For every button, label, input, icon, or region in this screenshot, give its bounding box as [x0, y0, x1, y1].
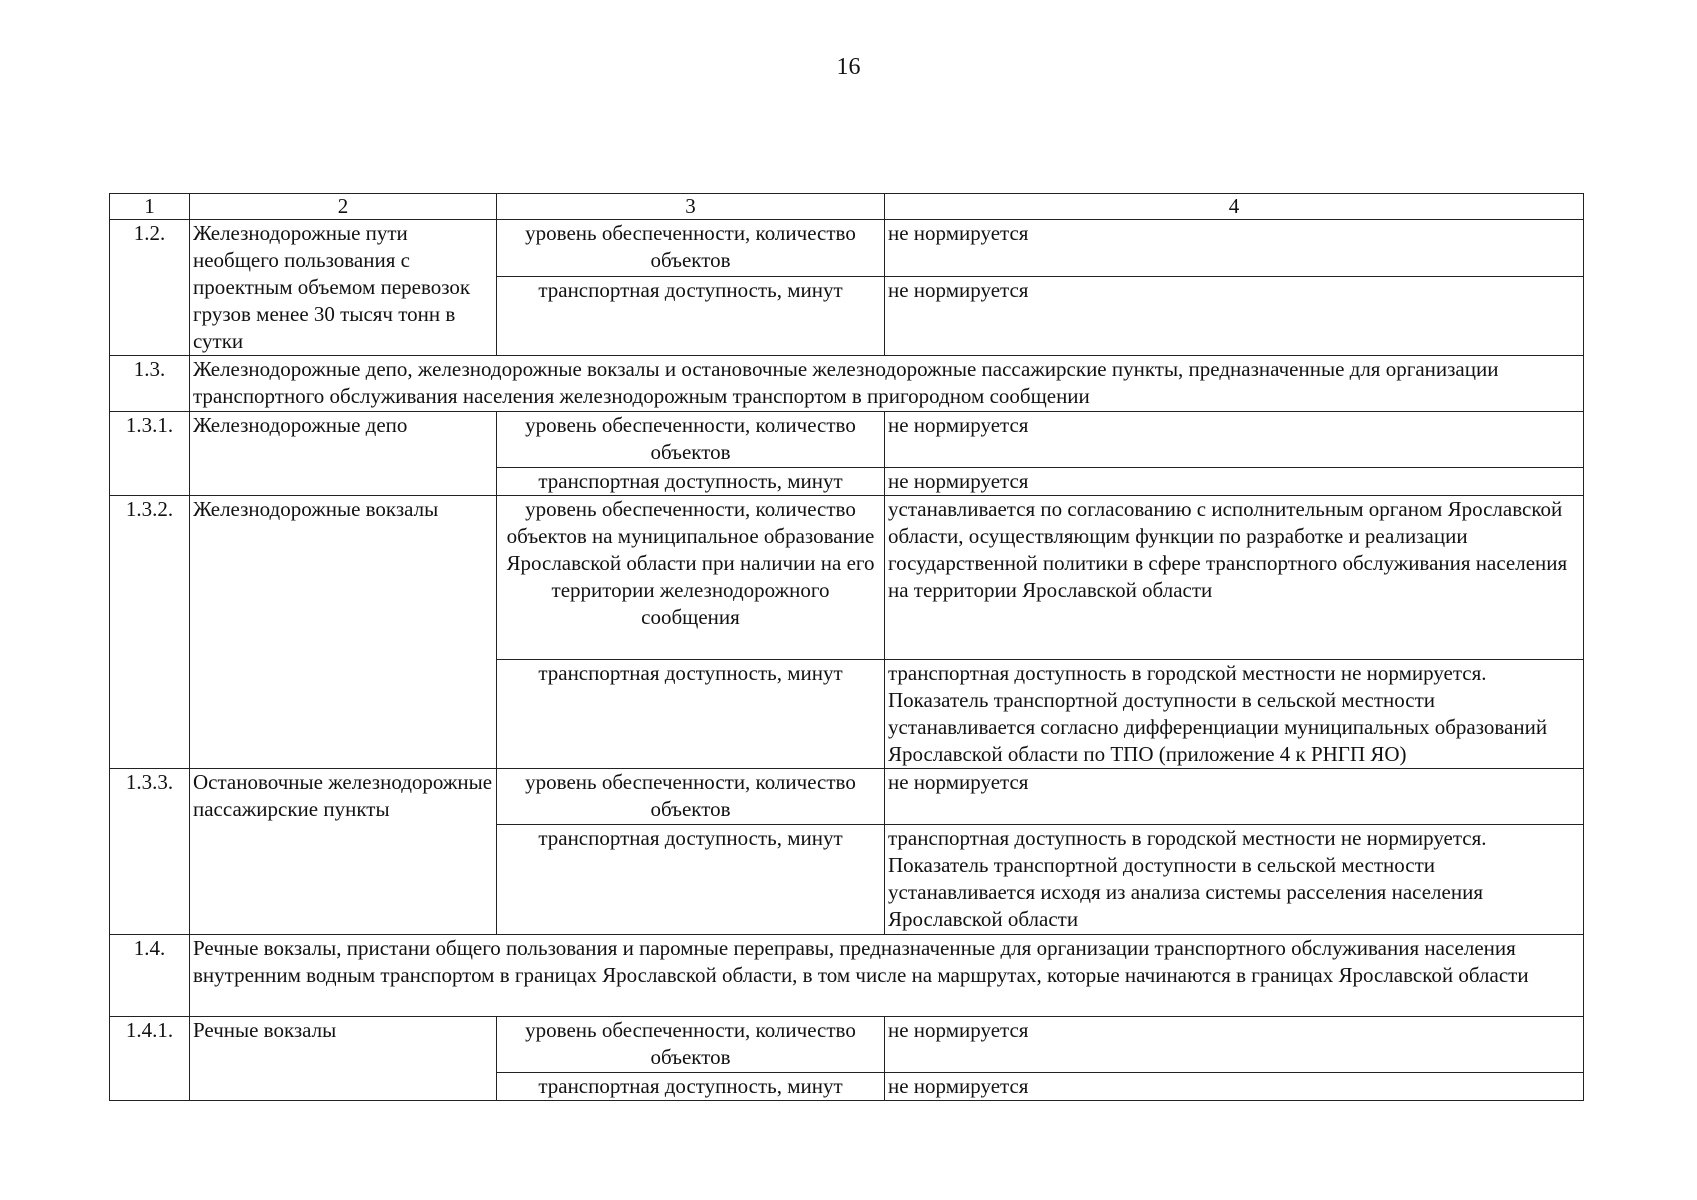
- indicator-cell: уровень обеспеченности, количество объектов: [497, 412, 885, 468]
- table-row: [110, 412, 1584, 468]
- row-number: 1.4.: [110, 935, 190, 1017]
- indicator-cell: транспортная доступность, минут: [497, 468, 885, 496]
- indicator-cell: транспортная доступность, минут: [497, 660, 885, 769]
- column-header: 3: [497, 194, 885, 220]
- table-row: [110, 1017, 1584, 1073]
- indicator-cell: транспортная доступность, минут: [497, 1073, 885, 1101]
- value-cell: не нормируется: [885, 412, 1584, 468]
- row-number: 1.3.2.: [110, 496, 190, 769]
- value-cell: не нормируется: [885, 1073, 1584, 1101]
- row-number: 1.3.1.: [110, 412, 190, 496]
- table-row: [110, 769, 1584, 825]
- facility-name: Остановочные железнодорожные пассажирские пункты: [190, 769, 497, 935]
- value-cell: транспортная доступность в городской местности не нормируется. Показатель транспортной доступности в сельской местности устанавливается согласно дифференциации муниципальных образований Ярославской области по ТПО (приложение 4 к РНГП ЯО): [885, 660, 1584, 769]
- table-row: [110, 220, 1584, 277]
- value-cell: устанавливается по согласованию с исполнительным органом Ярославской области, осуществляющим функции по разработке и реализации государственной политики в сфере транспортного обслуживания населения на территории Ярославской области: [885, 496, 1584, 660]
- facility-name: Железнодорожные депо: [190, 412, 497, 496]
- column-header: 4: [885, 194, 1584, 220]
- value-cell: не нормируется: [885, 769, 1584, 825]
- table-row: [110, 935, 1584, 1017]
- row-number: 1.3.: [110, 356, 190, 412]
- value-cell: не нормируется: [885, 1017, 1584, 1073]
- page-number: 16: [836, 54, 861, 80]
- column-header: 2: [190, 194, 497, 220]
- facility-name: Речные вокзалы: [190, 1017, 497, 1101]
- section-heading: Железнодорожные депо, железнодорожные вокзалы и остановочные железнодорожные пассажирские пункты, предназначенные для организации транспортного обслуживания населения железнодорожным транспортом в пригородном сообщении: [190, 356, 1584, 412]
- value-cell: не нормируется: [885, 220, 1584, 277]
- table-row: [110, 496, 1584, 660]
- facility-name: Железнодорожные пути необщего пользования с проектным объемом перевозок грузов менее 30 тысяч тонн в сутки: [190, 220, 497, 356]
- row-number: 1.4.1.: [110, 1017, 190, 1101]
- value-cell: не нормируется: [885, 277, 1584, 356]
- table-row: [110, 356, 1584, 412]
- value-cell: не нормируется: [885, 468, 1584, 496]
- indicator-cell: уровень обеспеченности, количество объектов: [497, 220, 885, 277]
- table-header-row: [110, 194, 1584, 220]
- facility-name: Железнодорожные вокзалы: [190, 496, 497, 769]
- section-heading: Речные вокзалы, пристани общего пользования и паромные переправы, предназначенные для организации транспортного обслуживания населения внутренним водным транспортом в границах Ярославской области, в том числе на маршрутах, которые начинаются в границах Ярославской области: [190, 935, 1584, 1017]
- value-cell: транспортная доступность в городской местности не нормируется. Показатель транспортной доступности в сельской местности устанавливается исходя из анализа системы расселения населения Ярославской области: [885, 825, 1584, 935]
- indicator-cell: транспортная доступность, минут: [497, 825, 885, 935]
- norms-table: [109, 193, 1584, 1101]
- indicator-cell: уровень обеспеченности, количество объектов: [497, 1017, 885, 1073]
- indicator-cell: уровень обеспеченности, количество объектов на муниципальное образование Ярославской области при наличии на его территории железнодорожного сообщения: [497, 496, 885, 660]
- indicator-cell: транспортная доступность, минут: [497, 277, 885, 356]
- column-header: 1: [110, 194, 190, 220]
- row-number: 1.2.: [110, 220, 190, 356]
- row-number: 1.3.3.: [110, 769, 190, 935]
- indicator-cell: уровень обеспеченности, количество объектов: [497, 769, 885, 825]
